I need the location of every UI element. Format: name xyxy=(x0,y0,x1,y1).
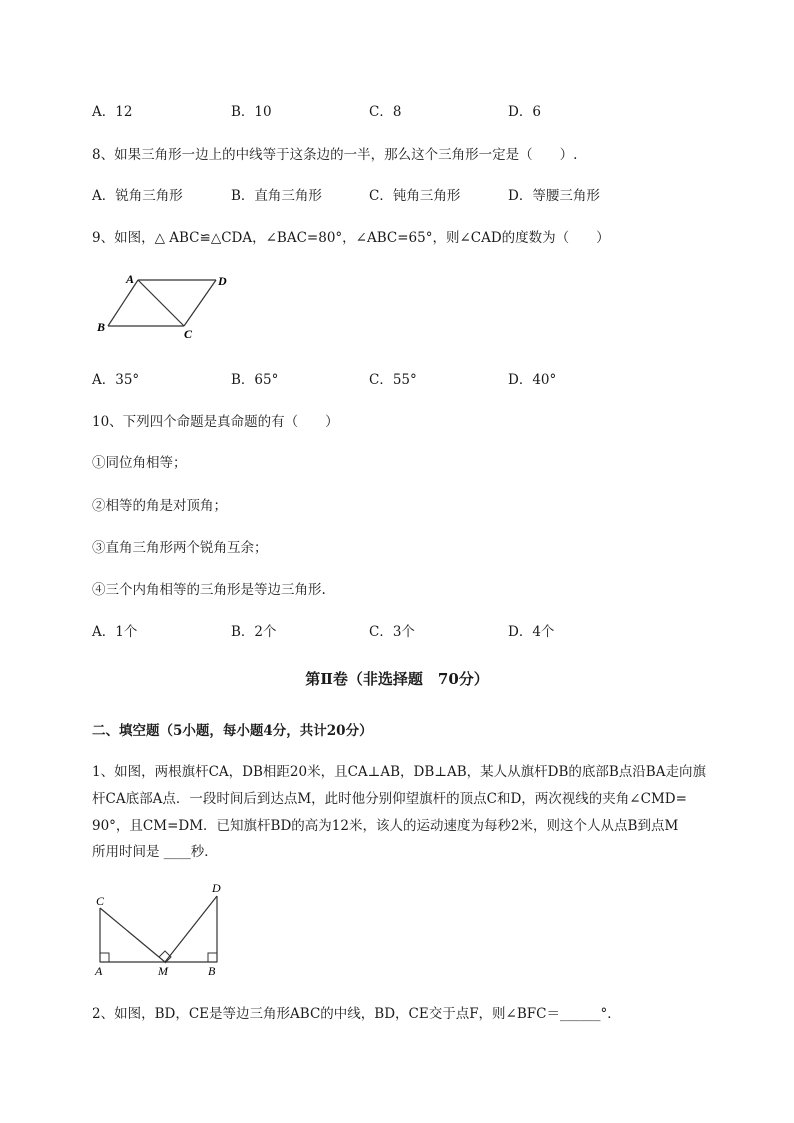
q8-stem: 8、如果三角形一边上的中线等于这条边的一半，那么这个三角形一定是（ ）. xyxy=(92,147,578,163)
q9-option-c: C．55° xyxy=(369,372,417,388)
fill2-stem: 2、如图，BD，CE是等边三角形ABC的中线，BD，CE交于点F，则∠BFC＝______°． xyxy=(92,1006,621,1022)
q9-parallelogram-figure xyxy=(92,266,242,342)
fill1-label-c: C xyxy=(96,894,105,908)
fill1-label-a: A xyxy=(95,964,103,978)
q10-statement-3: ③直角三角形两个锐角互余； xyxy=(92,540,268,556)
fill-section-heading: 二、填空题（5小题，每小题4分，共计20分） xyxy=(92,723,373,739)
q8-option-b: B．直角三角形 xyxy=(231,188,322,204)
q9-label-c: C xyxy=(184,327,193,341)
q10-statement-2: ②相等的角是对顶角； xyxy=(92,498,227,514)
part2-title: 第Ⅱ卷（非选择题 70分） xyxy=(305,670,489,688)
q7-option-d: D．6 xyxy=(508,104,541,120)
q10-option-a: A．1个 xyxy=(92,624,138,640)
fill1-label-m: M xyxy=(158,964,168,978)
fill1-line-4: 所用时间是 ____秒． xyxy=(92,844,218,860)
fill1-line-1: 1、如图，两根旗杆CA，DB相距20米，且CA⊥AB，DB⊥AB，某人从旗杆DB的底部B点沿BA走向旗 xyxy=(92,764,706,780)
fill1-line-3: 90°，且CM=DM．已知旗杆BD的高为12米，该人的运动速度为每秒2米，则这个人从点B到点M xyxy=(92,818,679,834)
q10-statement-4: ④三个内角相等的三角形是等边三角形. xyxy=(92,582,326,598)
q8-option-c: C．钝角三角形 xyxy=(369,188,461,204)
fill1-label-d: D xyxy=(212,881,221,895)
q9-option-a: A．35° xyxy=(92,372,140,388)
q9-label-a: A xyxy=(126,272,135,286)
q7-option-a: A．12 xyxy=(92,104,133,120)
q10-option-b: B．2个 xyxy=(231,624,277,640)
q9-option-d: D．40° xyxy=(508,372,557,388)
fill1-flagpole-figure xyxy=(90,878,230,978)
q9-label-b: B xyxy=(97,320,106,334)
fill1-label-b: B xyxy=(208,964,216,978)
q8-option-a: A．锐角三角形 xyxy=(92,188,183,204)
q10-stem: 10、下列四个命题是真命题的有（ ） xyxy=(92,414,339,430)
q10-option-c: C．3个 xyxy=(369,624,415,640)
fill1-line-2: 杆CA底部A点．一段时间后到达点M，此时他分别仰望旗杆的顶点C和D，两次视线的夹角∠CMD= xyxy=(92,791,687,807)
q10-statement-1: ①同位角相等； xyxy=(92,455,187,471)
q9-label-d: D xyxy=(218,274,227,288)
q9-option-b: B．65° xyxy=(231,372,279,388)
q7-option-b: B．10 xyxy=(231,104,272,120)
q8-option-d: D．等腰三角形 xyxy=(508,188,600,204)
q7-option-c: C．8 xyxy=(369,104,402,120)
q9-stem: 9、如图，△ ABC≌△CDA，∠BAC=80°，∠ABC=65°，则∠CAD的度数为（ ） xyxy=(92,230,610,246)
q10-option-d: D．4个 xyxy=(508,624,555,640)
